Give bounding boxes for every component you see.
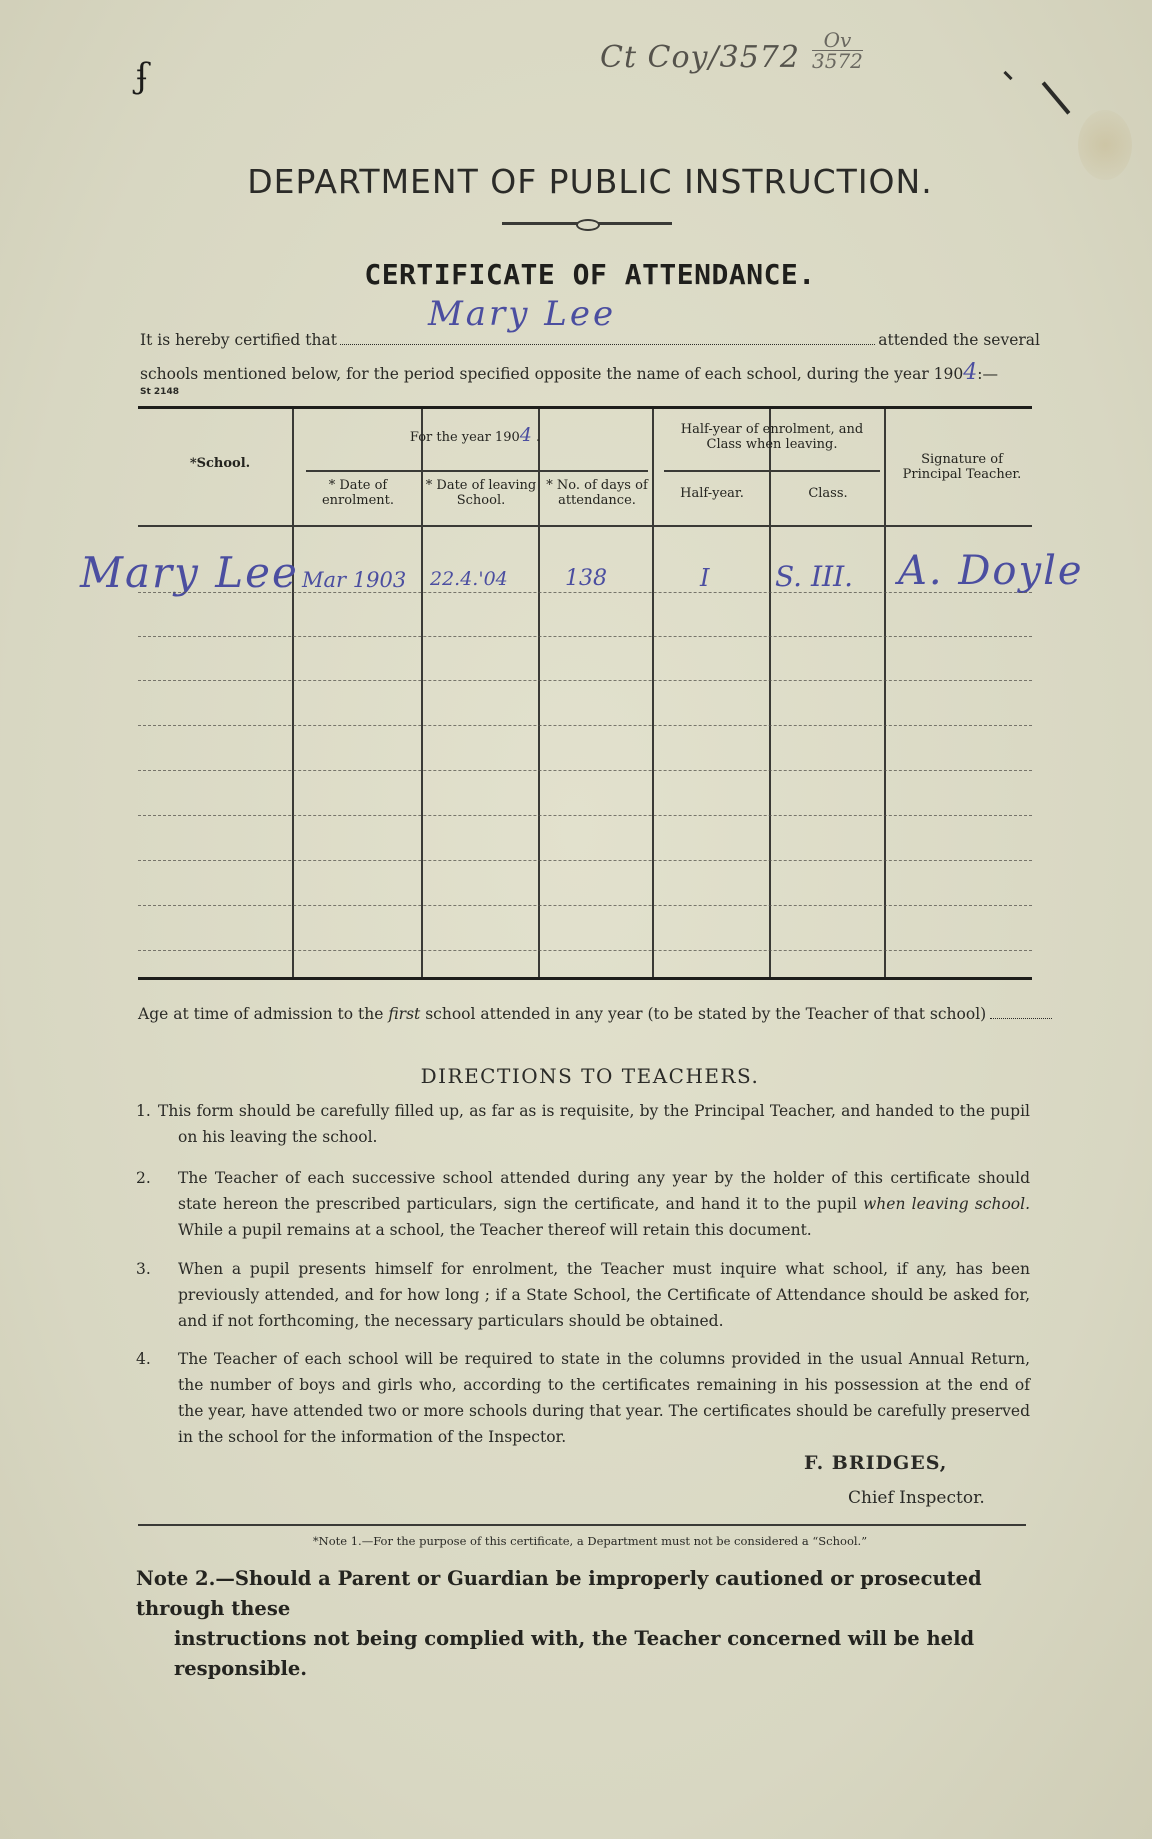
notes-rule (138, 1524, 1026, 1526)
archive-reference-small-bottom: 3572 (812, 49, 863, 73)
certification-tail: attended the several (878, 331, 1040, 349)
col-header-half-group: Half-year of enrolment, and Class when leaving. (680, 422, 864, 452)
pupil-name-field (340, 294, 875, 345)
column-divider (884, 409, 886, 977)
note-2-line-1: —Should a Parent or Guardian be improperly cautioned or prosecuted through these (136, 1567, 982, 1620)
col-header-days: * No. of days of attendance. (546, 478, 648, 508)
form-code: St 2148 (140, 387, 179, 397)
col-header-signature: Signature of Principal Teacher. (902, 452, 1022, 482)
column-divider (292, 409, 294, 977)
col-header-school: *School. (189, 456, 251, 471)
certification-line-2 (140, 360, 1040, 385)
signatory-title: Chief Inspector. (848, 1488, 985, 1508)
entry-enrolment-date: Mar 1903 (302, 568, 407, 592)
table-bottom-rule (138, 977, 1032, 980)
signatory-name: F. BRIDGES, (804, 1452, 948, 1474)
age-line-suffix: school attended in any year (to be stated by the Teacher of that school) (425, 1005, 987, 1023)
row-rule (138, 860, 1032, 861)
certification-line2-text: schools mentioned below, for the period specified opposite the name of each school, during the year 190 (140, 365, 964, 383)
year-group-digit: 4 (519, 424, 532, 446)
ornamental-rule (502, 222, 672, 225)
age-line (138, 1005, 1052, 1023)
row-rule (138, 725, 1032, 726)
entry-leaving-date: 22.4.'04 (430, 568, 508, 590)
direction-item (136, 1098, 1030, 1150)
certification-lead: It is hereby certified that (140, 331, 337, 349)
table-top-rule (138, 406, 1032, 409)
direction-item (136, 1346, 1030, 1450)
direction-number: 1. (136, 1102, 151, 1120)
column-divider (538, 409, 540, 977)
department-heading: DEPARTMENT OF PUBLIC INSTRUCTION. (247, 162, 933, 201)
note-1: *Note 1.—For the purpose of this certificate, a Department must not be considered a “School.” (312, 1534, 868, 1548)
row-rule (138, 592, 1032, 593)
row-rule (138, 770, 1032, 771)
direction-text: The Teacher of each school will be required to state in the columns provided in the usual Annual Return, the number of boys and girls who, according to the certificates remaining in his possession at the end of the year, have attended two or more schools during that year. The certificates should be carefully preserved in the school for the information of the Inspector. (178, 1350, 1030, 1446)
archive-reference: Ct Coy/3572 (600, 40, 800, 75)
certificate-title: CERTIFICATE OF ATTENDANCE. (364, 258, 816, 291)
archive-reference-small (812, 30, 863, 71)
direction-emph: when leaving school. (863, 1195, 1030, 1213)
half-group-rule (664, 470, 880, 472)
directions-title: DIRECTIONS TO TEACHERS. (420, 1064, 760, 1088)
year-group-prefix: For the year 190 (409, 430, 520, 445)
entry-halfyear: I (700, 564, 710, 592)
certification-line (140, 294, 1040, 349)
ink-stroke-small (1003, 71, 1012, 80)
col-header-class: Class. (808, 486, 848, 501)
pupil-name: Mary Lee (427, 294, 617, 334)
direction-number: 4. (136, 1350, 151, 1368)
direction-number: 2. (136, 1169, 151, 1187)
direction-text: When a pupil presents himself for enrolment, the Teacher must inquire what school, if any, has been previously attended, and for how long ; if a State School, the Certificate of Attendance should be asked for, and if not forthcoming, the necessary particulars should be obtained. (178, 1260, 1030, 1330)
entry-days: 138 (565, 566, 607, 591)
direction-item (136, 1256, 1030, 1334)
age-line-emph: first (388, 1005, 421, 1023)
age-blank (990, 1018, 1052, 1019)
direction-item (136, 1165, 1030, 1243)
direction-text: This form should be carefully filled up, as far as is requisite, by the Principal Teacher, and handed to the pupil on his leaving the school. (158, 1102, 1030, 1146)
row-rule (138, 950, 1032, 951)
archive-reference-small-top: Ov (812, 30, 863, 51)
note-2-line-2: instructions not being complied with, the Teacher concerned will be held responsible. (174, 1627, 975, 1680)
note-2-label: Note 2. (136, 1567, 216, 1590)
direction-text-b: While a pupil remains at a school, the Teacher thereof will retain this document. (178, 1221, 812, 1239)
row-rule (138, 815, 1032, 816)
header-bottom-rule (138, 525, 1032, 527)
column-divider (769, 409, 771, 977)
ink-stroke (1042, 81, 1071, 114)
column-divider (421, 409, 423, 977)
row-rule (138, 905, 1032, 906)
year-group-rule (306, 470, 648, 472)
col-header-halfyear: Half-year. (680, 486, 744, 501)
entry-signature: A. Doyle (898, 548, 1084, 594)
ink-mark: ʄ (136, 56, 149, 96)
certification-line2-suffix: :— (977, 365, 998, 383)
entry-class: S. III. (775, 560, 854, 593)
row-rule (138, 680, 1032, 681)
direction-number: 3. (136, 1260, 151, 1278)
entry-school: Mary Lee (80, 548, 299, 597)
year-digit: 4 (963, 360, 978, 385)
col-header-year-group: For the year 1904 . (409, 424, 541, 446)
direction-text: The Teacher of each successive school attended during any year by the holder of this certificate should state hereon the prescribed particulars, sign the certificate, and hand it to the pupil (178, 1169, 1030, 1213)
col-header-enrolment: * Date of enrolment. (321, 478, 394, 508)
note-2 (136, 1564, 1036, 1684)
age-line-prefix: Age at time of admission to the (138, 1005, 384, 1023)
row-rule (138, 636, 1032, 637)
col-header-leaving: * Date of leaving School. (425, 478, 537, 508)
